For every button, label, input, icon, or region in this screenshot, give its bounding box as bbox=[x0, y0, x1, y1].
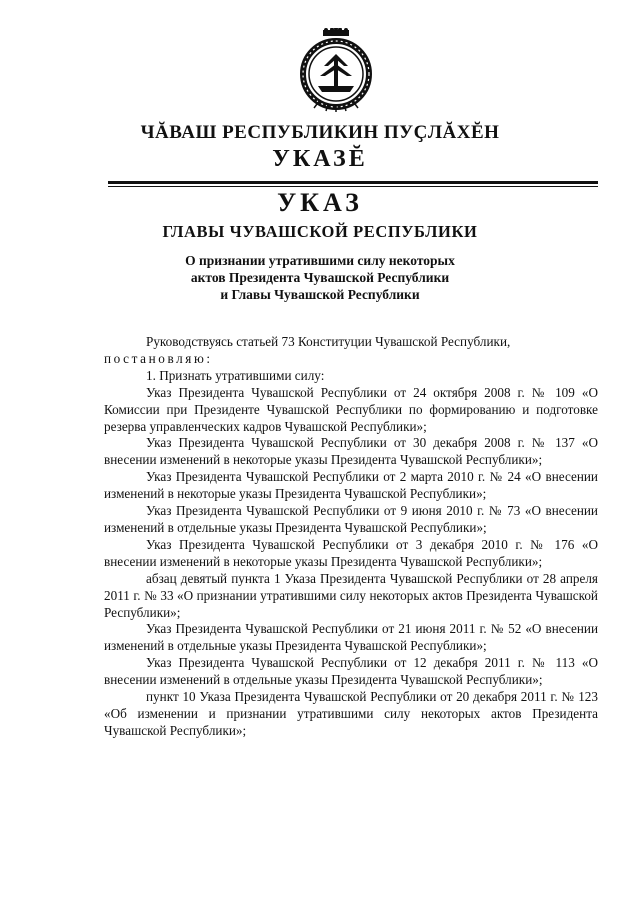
list-item: Указ Президента Чувашской Республики от 24 октября 2008 г. № 109 «О Комиссии при Президенте Чувашской Республики по формированию и подготовке резерва управленческих кадров Чувашской Республики»; bbox=[104, 384, 598, 434]
chuvash-emblem-icon bbox=[296, 28, 376, 112]
list-item: Указ Президента Чувашской Республики от 12 декабря 2011 г. № 113 «О внесении изменений в отдельные указы Президента Чувашской Республики»; bbox=[104, 655, 598, 688]
subject-line: О признании утратившими силу некоторых bbox=[185, 253, 455, 268]
header-divider-thin bbox=[108, 186, 598, 187]
chuvash-ukaze-heading: УКАЗĔ bbox=[272, 146, 368, 172]
issuer-heading: ГЛАВЫ ЧУВАШСКОЙ РЕСПУБЛИКИ bbox=[162, 222, 478, 241]
chuvash-document-title: ЧĂВАШ РЕСПУБЛИКИН ПУҪЛĂХĔН bbox=[140, 122, 500, 143]
list-item: Указ Президента Чувашской Республики от 2 марта 2010 г. № 24 «О внесении изменений в некоторые указы Президента Чувашской Республики»; bbox=[104, 469, 598, 502]
postanovlyayu-text: постановляю: bbox=[104, 350, 213, 366]
list-item: Указ Президента Чувашской Республики от 30 декабря 2008 г. № 137 «О внесении изменений в некоторые указы Президента Чувашской Республики»; bbox=[104, 435, 598, 468]
subject-line: актов Президента Чувашской Республики bbox=[190, 270, 450, 285]
list-item: пункт 10 Указа Президента Чувашской Республики от 20 декабря 2011 г. № 123 «Об изменении и признании утратившими силу некоторых актов Президента Чувашской Республики»; bbox=[104, 689, 598, 738]
ukaz-heading: УКАЗ bbox=[277, 188, 363, 217]
point-1: 1. Признать утратившими силу: bbox=[146, 367, 325, 383]
list-item: Указ Президента Чувашской Республики от 9 июня 2010 г. № 73 «О внесении изменений в отдельные указы Президента Чувашской Республики»; bbox=[104, 503, 598, 535]
list-item: Указ Президента Чувашской Республики от 3 декабря 2010 г. № 176 «О внесении изменений в некоторые указы Президента Чувашской Республики»; bbox=[104, 536, 598, 569]
header-divider-thick bbox=[108, 181, 598, 184]
list-item: абзац девятый пункта 1 Указа Президента Чувашской Республики от 28 апреля 2011 г. № 33 «О признании утратившими силу некоторых актов Президента Чувашской Республики»; bbox=[104, 570, 598, 620]
intro-paragraph: Руководствуясь статьей 73 Конституции Чувашской Республики, bbox=[146, 334, 511, 349]
subject-line: и Главы Чувашской Республики bbox=[220, 287, 420, 302]
list-item: Указ Президента Чувашской Республики от 21 июня 2011 г. № 52 «О внесении изменений в отдельные указы Президента Чувашской Республики»; bbox=[104, 621, 598, 654]
decree-subject bbox=[0, 252, 640, 303]
decree-body bbox=[104, 334, 598, 740]
coat-of-arms-icon bbox=[296, 28, 376, 112]
